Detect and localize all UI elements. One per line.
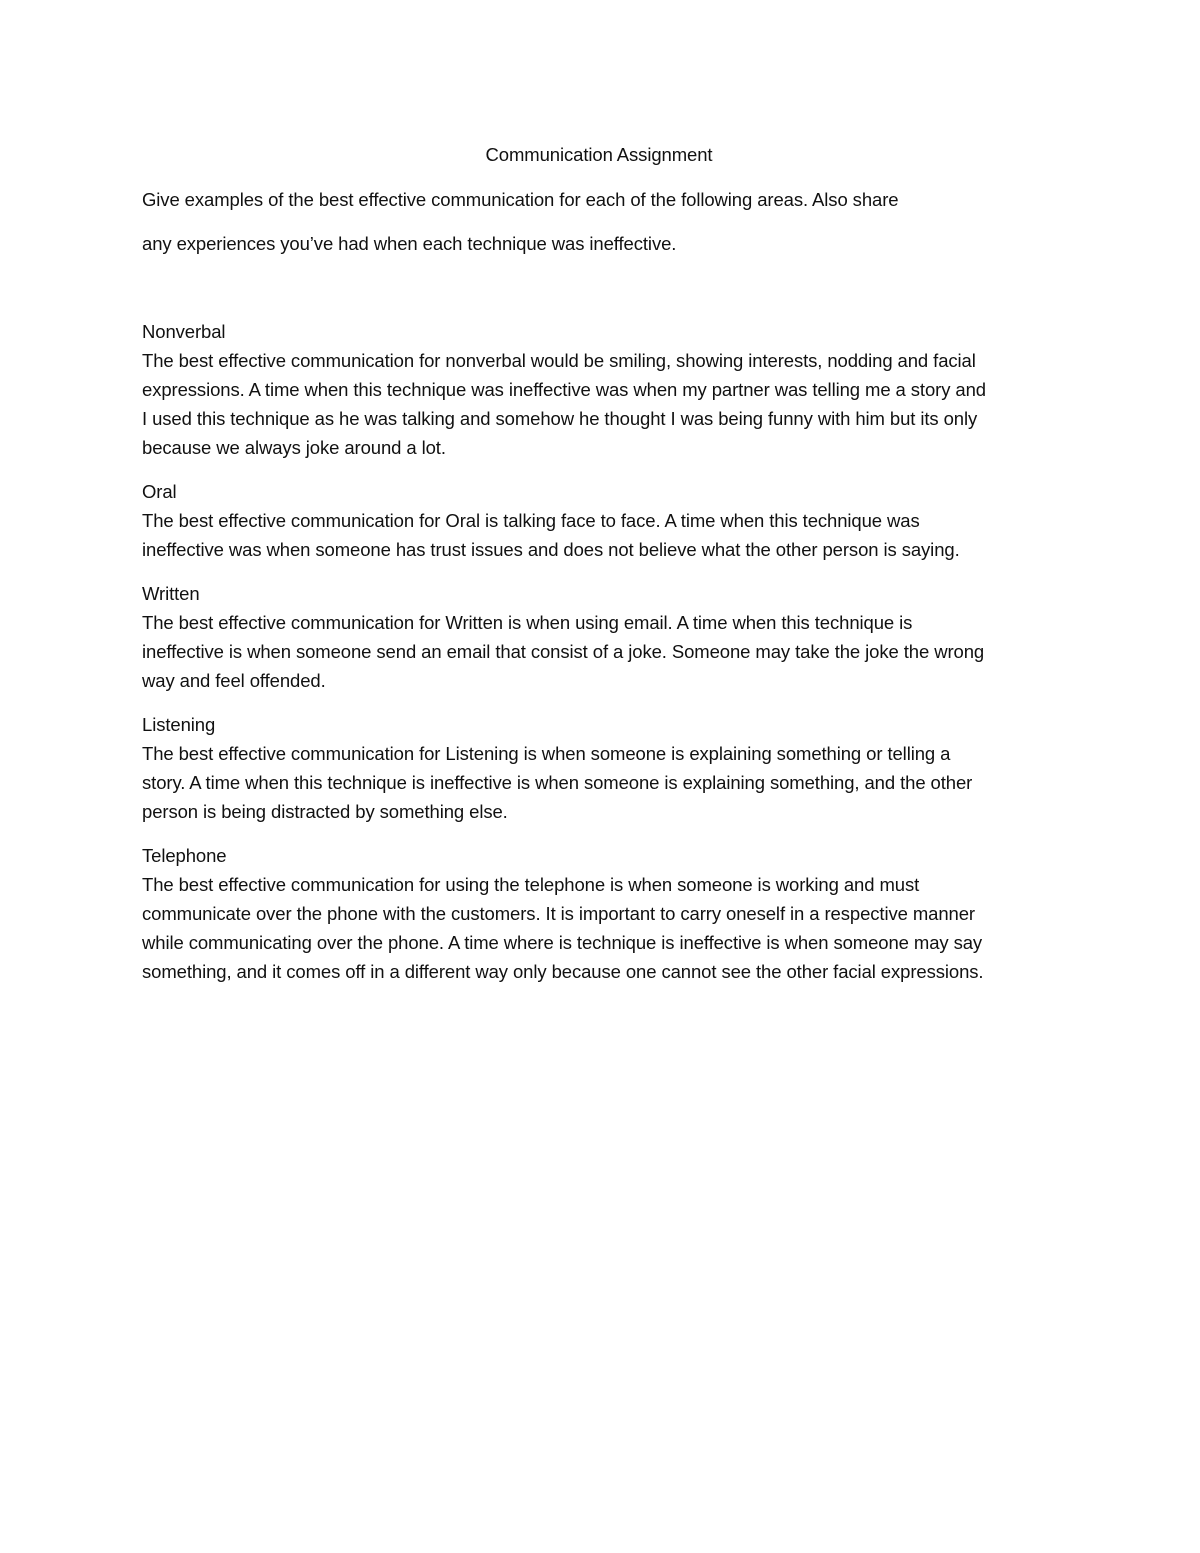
paragraph-line: The best effective communication for Listening is when someone is explaining something or telling a [142,743,951,764]
section-heading-oral: Oral [142,481,177,502]
paragraph-line: story. A time when this technique is ineffective is when someone is explaining something, and the other [142,772,973,793]
paragraph-line: The best effective communication for using the telephone is when someone is working and must [142,874,920,895]
section-paragraph-telephone [142,870,1072,986]
intro-line: any experiences you’ve had when each technique was ineffective. [142,233,677,254]
paragraph-line: while communicating over the phone. A time where is technique is ineffective is when someone may say [142,932,983,953]
section-paragraph-oral [142,506,1072,564]
section-heading-nonverbal: Nonverbal [142,321,226,342]
paragraph-line: expressions. A time when this technique was ineffective was when my partner was telling me a story and [142,379,986,400]
paragraph-line: The best effective communication for Oral is talking face to face. A time when this technique was [142,510,920,531]
paragraph-line: something, and it comes off in a different way only because one cannot see the other facial expressions. [142,961,984,982]
paragraph-line: way and feel offended. [142,670,326,691]
paragraph-line: communicate over the phone with the customers. It is important to carry oneself in a respective manner [142,903,975,924]
section-paragraph-listening [142,739,1072,826]
document-body [142,140,1072,986]
paragraph-line: ineffective is when someone send an email that consist of a joke. Someone may take the joke the wrong [142,641,985,662]
paragraph-line: person is being distracted by something else. [142,801,508,822]
section-heading-listening: Listening [142,714,216,735]
paragraph-line: The best effective communication for nonverbal would be smiling, showing interests, nodding and facial [142,350,976,371]
paragraph-line: The best effective communication for Written is when using email. A time when this technique is [142,612,913,633]
paragraph-line: ineffective was when someone has trust issues and does not believe what the other person is saying. [142,539,960,560]
section-paragraph-written [142,608,1072,695]
section-heading-written: Written [142,583,200,604]
paragraph-line: I used this technique as he was talking and somehow he thought I was being funny with him but its only [142,408,978,429]
intro-line: Give examples of the best effective communication for each of the following areas. Also share [142,189,899,210]
paragraph-line: because we always joke around a lot. [142,437,446,458]
section-heading-telephone: Telephone [142,845,227,866]
section-paragraph-nonverbal [142,346,1072,462]
document-title: Communication Assignment [485,144,713,165]
